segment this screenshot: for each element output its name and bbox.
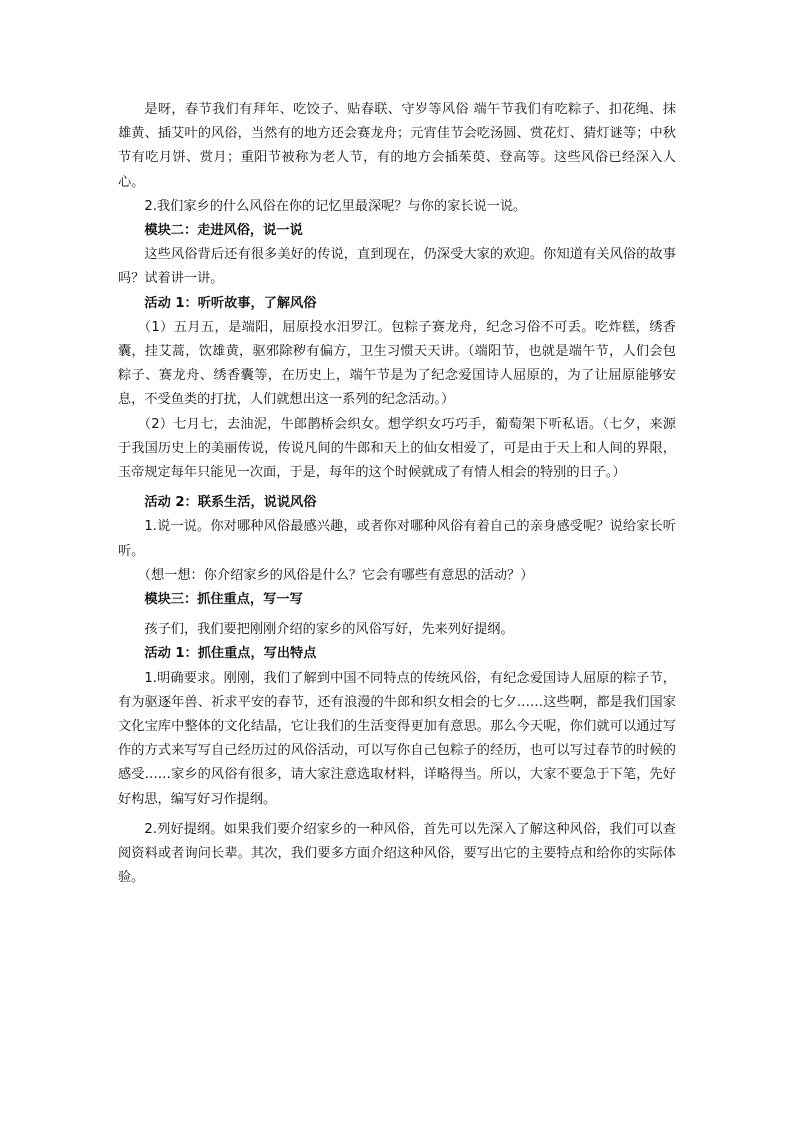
document-page <box>118 98 676 891</box>
heading-activity-two-life: 活动 2：联系生活，说说风俗 <box>144 495 317 511</box>
paragraph-qixi-rhyme: （2）七月七，去油泥，牛郎鹊桥会织女。想学织女巧巧手，葡萄架下听私语。（七夕，来源于我国历史上的美丽传说，传说凡间的牛郎和天上的仙女相爱了，可是由于天上和人间的界限，玉帝规定每年只能见一次面，于是，每年的这个时候就成了有情人相会的特别的日子。） <box>118 416 676 481</box>
paragraph-question-hometown: 2.我们家乡的什么风俗在你的记忆里最深呢？与你的家长说一说。 <box>144 198 527 214</box>
paragraph-say-it: 1.说一说。你对哪种风俗最感兴趣，或者你对哪种风俗有着自己的亲身感受呢？说给家长听听。 <box>118 519 676 559</box>
paragraph-legends-intro: 这些风俗背后还有很多美好的传说，直到现在，仍深受大家的欢迎。你知道有关风俗的故事吗？试着讲一讲。 <box>118 247 676 287</box>
heading-module-two: 模块二：走进风俗，说一说 <box>144 223 303 239</box>
heading-activity-one-features: 活动 1：抓住重点，写出特点 <box>144 646 317 662</box>
paragraph-outline: 2.列好提纲。如果我们要介绍家乡的一种风俗，首先可以先深入了解这种风俗，我们可以查阅资料或者询问长辈。其次，我们要多方面介绍这种风俗，要写出它的主要特点和给你的实际体验。 <box>118 821 676 886</box>
paragraph-dragon-boat-rhyme: （1）五月五，是端阳，屈原投水汨罗江。包粽子赛龙舟，纪念习俗不可丢。吃炸糕，绣香囊，挂艾蒿，饮雄黄，驱邪除秽有偏方，卫生习惯天天讲。（端阳节，也就是端午节，人们会包粽子、赛龙舟、绣香囊等，在历史上，端午节是为了纪念爱国诗人屈原的，为了让屈原能够安息，不受鱼类的打扰，人们就想出这一系列的纪念活动。） <box>118 319 676 408</box>
paragraph-think-it: （想一想：你介绍家乡的风俗是什么？它会有哪些有意思的活动？） <box>137 567 534 583</box>
paragraph-outline-intro: 孩子们，我们要把刚刚介绍的家乡的风俗写好，先来列好提纲。 <box>144 622 514 638</box>
paragraph-requirements: 1.明确要求。刚刚，我们了解到中国不同特点的传统风俗，有纪念爱国诗人屈原的粽子节，有为驱逐年兽、祈求平安的春节，还有浪漫的牛郎和织女相会的七夕……这些啊，都是我们国家文化宝库中整体的文化结晶，它让我们的生活变得更加有意思。那么今天呢，你们就可以通过写作的方式来写写自己经历过的风俗活动，可以写你自己包粽子的经历，也可以写过春节的时候的感受……家乡的风俗有很多，请大家注意选取材料，详略得当。所以，大家不要急于下笔，先好好构思，编写好习作提纲。 <box>118 670 676 807</box>
heading-module-three: 模块三：抓住重点，写一写 <box>144 592 303 608</box>
paragraph-festival-customs: 是呀，春节我们有拜年、吃饺子、贴春联、守岁等风俗 端午节我们有吃粽子、扣花绳、抹雄黄、插艾叶的风俗，当然有的地方还会赛龙舟；元宵佳节会吃汤圆、赏花灯、猜灯谜等；中秋节有吃月饼、赏月；重阳节被称为老人节，有的地方会插茱萸、登高等。这些风俗已经深入人心。 <box>118 102 676 190</box>
heading-activity-one-stories: 活动 1：听听故事，了解风俗 <box>144 295 317 311</box>
